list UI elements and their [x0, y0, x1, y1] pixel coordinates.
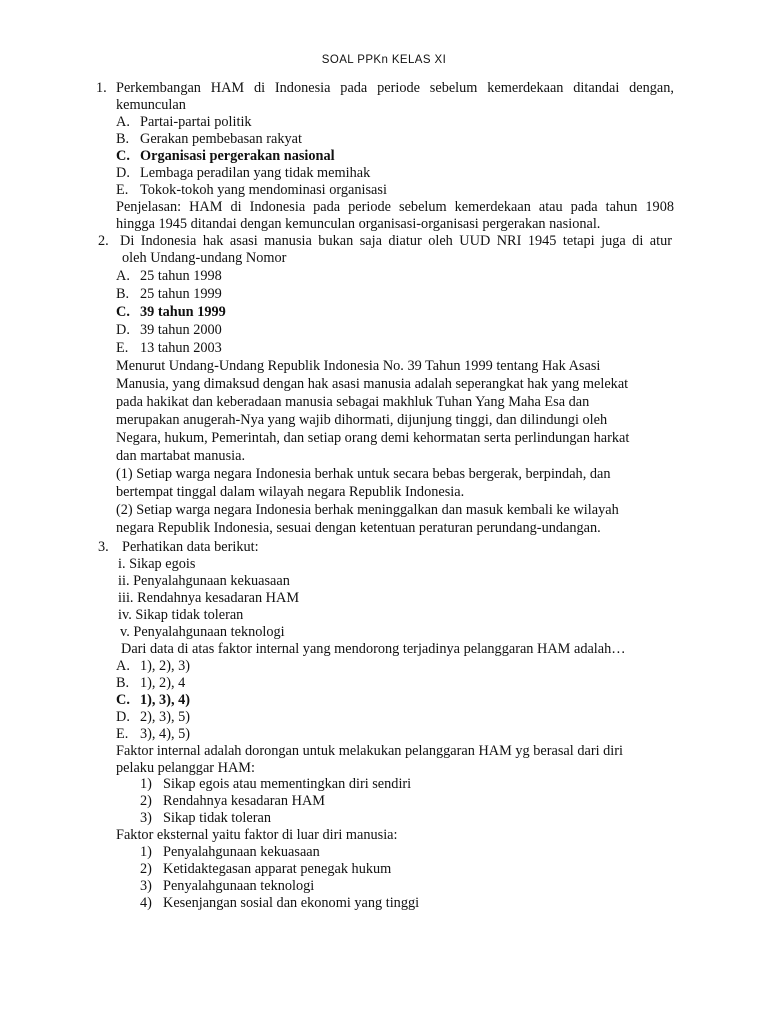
option-letter: D.	[116, 709, 130, 725]
option-letter: A.	[116, 114, 130, 130]
list-number: 1)	[140, 776, 152, 792]
option-text: 1), 2), 4	[140, 675, 186, 691]
option-letter-correct: C.	[116, 304, 130, 320]
explanation-text: hingga 1945 ditandai dengan kemunculan organisasi-organisasi pergerakan nasional.	[116, 216, 601, 232]
option-letter-correct: C.	[116, 692, 130, 708]
list-item: Ketidaktegasan apparat penegak hukum	[163, 861, 392, 877]
option-letter: B.	[116, 675, 130, 691]
list-number: 2)	[140, 861, 152, 877]
option-letter: E.	[116, 340, 129, 356]
option-text-correct: 39 tahun 1999	[140, 304, 226, 320]
option-text: Lembaga peradilan yang tidak memihak	[140, 165, 371, 181]
list-number: 3)	[140, 810, 152, 826]
question-text: Perkembangan HAM di Indonesia pada periode sebelum kemerdekaan ditandai dengan,	[116, 80, 674, 96]
question-text: oleh Undang-undang Nomor	[122, 250, 287, 266]
explanation-text: bertempat tinggal dalam wilayah negara Republik Indonesia.	[116, 484, 465, 500]
list-number: 4)	[140, 895, 152, 911]
explanation-text: Penjelasan: HAM di Indonesia pada periode sebelum kemerdekaan atau pada tahun 1908	[116, 199, 674, 215]
option-text: 25 tahun 1999	[140, 286, 222, 302]
option-text-correct: Organisasi pergerakan nasional	[140, 148, 335, 164]
option-text-correct: 1), 3), 4)	[140, 692, 191, 708]
option-letter: D.	[116, 165, 130, 181]
explanation-text: Menurut Undang-Undang Republik Indonesia No. 39 Tahun 1999 tentang Hak Asasi	[116, 358, 601, 374]
explanation-text: Negara, hukum, Pemerintah, dan setiap orang demi kehormatan serta perlindungan harkat	[116, 430, 630, 446]
question-number: 2.	[98, 233, 109, 249]
option-letter: D.	[116, 322, 130, 338]
list-item: Kesenjangan sosial dan ekonomi yang tinggi	[163, 895, 420, 911]
explanation-text: Faktor eksternal yaitu faktor di luar diri manusia:	[116, 827, 398, 843]
question-text: Di Indonesia hak asasi manusia bukan saja diatur oleh UUD NRI 1945 tetapi juga di atur	[120, 233, 672, 249]
option-text: 2), 3), 5)	[140, 709, 191, 725]
data-item: iv. Sikap tidak toleran	[118, 607, 244, 623]
data-item: iii. Rendahnya kesadaran HAM	[118, 590, 300, 606]
list-item: Penyalahgunaan kekuasaan	[163, 844, 320, 860]
explanation-text: pelaku pelanggar HAM:	[116, 760, 255, 776]
option-text: 1), 2), 3)	[140, 658, 191, 674]
option-letter: E.	[116, 182, 129, 198]
page-title: SOAL PPKn KELAS XI	[321, 54, 447, 66]
list-item: Sikap tidak toleran	[163, 810, 271, 826]
option-letter: E.	[116, 726, 129, 742]
option-text: 25 tahun 1998	[140, 268, 222, 284]
list-number: 2)	[140, 793, 152, 809]
data-item: i. Sikap egois	[118, 556, 196, 572]
explanation-text: (1) Setiap warga negara Indonesia berhak untuk secara bebas bergerak, berpindah, dan	[116, 466, 611, 482]
explanation-text: pada hakikat dan keberadaan manusia sebagai makhluk Tuhan Yang Maha Esa dan	[116, 394, 590, 410]
list-item: Sikap egois atau mementingkan diri sendiri	[163, 776, 412, 792]
option-letter-correct: C.	[116, 148, 130, 164]
option-text: 13 tahun 2003	[140, 340, 222, 356]
explanation-text: Manusia, yang dimaksud dengan hak asasi manusia adalah seperangkat hak yang melekat	[116, 376, 629, 392]
question-number: 1.	[96, 80, 107, 96]
option-letter: A.	[116, 658, 130, 674]
option-text: Partai-partai politik	[140, 114, 252, 130]
explanation-text: Faktor internal adalah dorongan untuk melakukan pelanggaran HAM yg berasal dari diri	[116, 743, 623, 759]
list-number: 1)	[140, 844, 152, 860]
option-text: Tokok-tokoh yang mendominasi organisasi	[140, 182, 387, 198]
data-item: v. Penyalahgunaan teknologi	[120, 624, 285, 640]
option-letter: B.	[116, 131, 130, 147]
list-item: Rendahnya kesadaran HAM	[163, 793, 325, 809]
option-text: 39 tahun 2000	[140, 322, 222, 338]
list-number: 3)	[140, 878, 152, 894]
option-letter: A.	[116, 268, 130, 284]
explanation-text: dan martabat manusia.	[116, 448, 246, 464]
question-text: Dari data di atas faktor internal yang mendorong terjadinya pelanggaran HAM adalah…	[121, 641, 626, 657]
question-text: Perhatikan data berikut:	[122, 539, 259, 555]
question-text: kemunculan	[116, 97, 186, 113]
explanation-text: merupakan anugerah-Nya yang wajib dihormati, dijunjung tinggi, dan dilindungi oleh	[116, 412, 608, 428]
option-letter: B.	[116, 286, 130, 302]
option-text: Gerakan pembebasan rakyat	[140, 131, 302, 147]
list-item: Penyalahgunaan teknologi	[163, 878, 315, 894]
data-item: ii. Penyalahgunaan kekuasaan	[118, 573, 290, 589]
question-number: 3.	[98, 539, 109, 555]
explanation-text: (2) Setiap warga negara Indonesia berhak meninggalkan dan masuk kembali ke wilayah	[116, 502, 619, 518]
option-text: 3), 4), 5)	[140, 726, 191, 742]
explanation-text: negara Republik Indonesia, sesuai dengan ketentuan peraturan perundang-undangan.	[116, 520, 601, 536]
